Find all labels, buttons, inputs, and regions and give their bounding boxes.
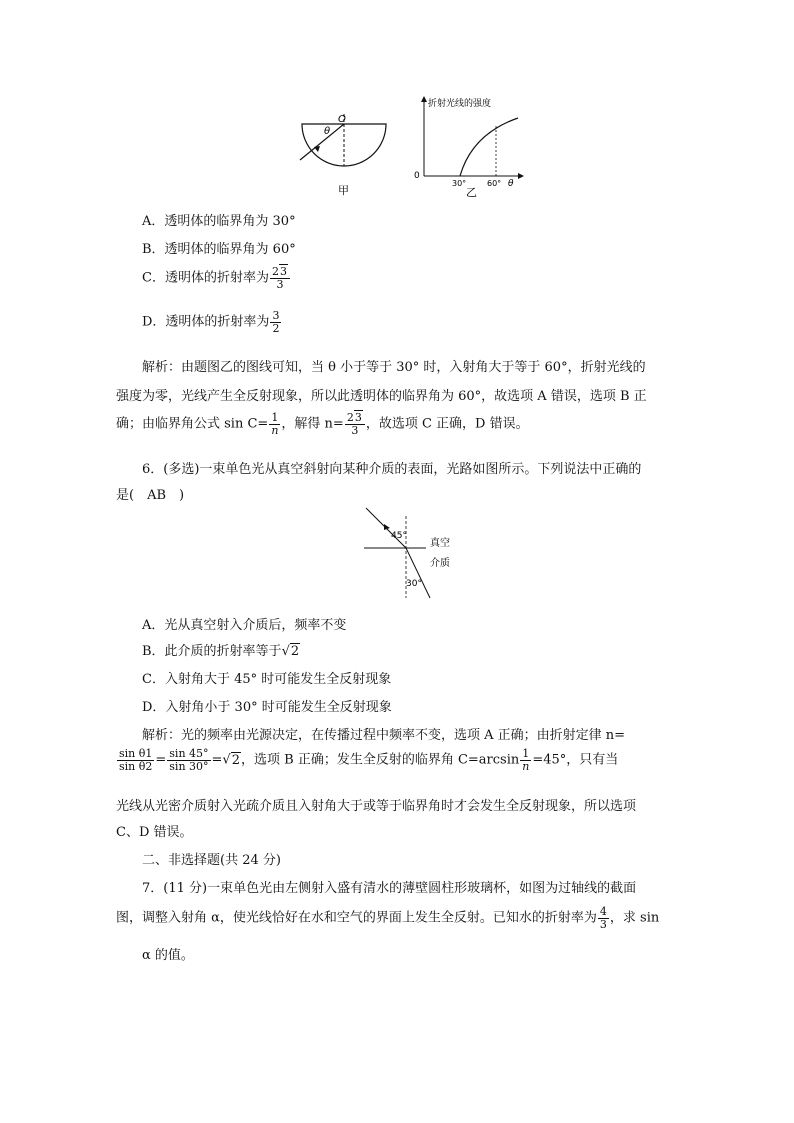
origin-label: 0 <box>414 171 420 181</box>
figure-semicircle <box>290 110 400 200</box>
figure-intensity-graph <box>410 94 530 200</box>
figure-refraction <box>360 506 460 600</box>
q6-option-b: B．此介质的折射率等于√2 <box>142 644 300 659</box>
question-7-line1: 7．(11 分)一束单色光由左侧射入盛有清水的薄壁圆柱形玻璃杯，如图为过轴线的截面 <box>142 881 637 896</box>
angle-45: 45° <box>391 531 407 541</box>
q6-option-a: A．光从真空射入介质后，频率不变 <box>142 618 347 633</box>
option-d-text: D．透明体的折射率为 <box>142 314 270 330</box>
angle-30: 30° <box>406 579 422 589</box>
analysis-6-line1: 解析：光的频率由光源决定，在传播过程中频率不变，选项 A 正确；由折射定律 n= <box>142 728 626 743</box>
q6-option-d: D．入射角小于 30° 时可能发生全反射现象 <box>142 700 392 715</box>
incident-ray <box>300 124 344 160</box>
option-a: A．透明体的临界角为 30° <box>142 214 296 229</box>
analysis-6-line3: 光线从光密介质射入光疏介质且入射角大于或等于临界角时才会发生全反射现象，所以选项 <box>116 799 637 814</box>
refracted-ray <box>406 548 430 598</box>
question-6-line1: 6．(多选)一束单色光从真空斜射向某种介质的表面，光路如图所示。下列说法中正确的 <box>142 462 642 477</box>
option-b: B．透明体的临界角为 60° <box>142 242 296 257</box>
section-2-title: 二、非选择题(共 24 分) <box>142 853 281 868</box>
label-medium: 介质 <box>430 558 450 569</box>
fraction: $\frac{23}{3}$ <box>270 266 290 290</box>
fraction: $\frac{3}{2}$ <box>272 309 280 335</box>
q6-option-c: C．入射角大于 45° 时可能发生全反射现象 <box>142 672 392 687</box>
o-label: O <box>338 114 346 125</box>
tick-60: 60° <box>487 179 502 188</box>
intensity-curve <box>460 118 518 176</box>
label-vacuum: 真空 <box>430 538 450 549</box>
question-7-line2: 图，调整入射角 α，使光线恰好在水和空气的界面上发生全反射。已知水的折射率为 $\frac{4}{3}$ ，求 sin <box>116 905 660 931</box>
label-jia: 甲 <box>338 184 349 197</box>
analysis-6-line2: $\frac{\text{sin θ1}}{\text{sin θ2}}$ = $\frac{\sin 45^\circ}{\sin 30^\circ}$ =√2，选项 B 正确；发生全反射的临界角 C=arcsin $\frac{1}{n}$ =45°，只有当 <box>119 747 619 773</box>
option-d <box>142 310 282 334</box>
question-6-line2: 是( AB ) <box>116 488 185 503</box>
label-yi: 乙 <box>466 186 477 199</box>
option-c-text: C．透明体的折射率为 <box>142 270 269 286</box>
question-7-line3: α 的值。 <box>142 948 194 963</box>
analysis-5-line2: 强度为零，光线产生全反射现象，所以此透明体的临界角为 60°，故选项 A 错误，选项 B 正 <box>116 389 647 404</box>
x-axis-label: θ <box>508 179 514 189</box>
y-axis-label: 折射光线的强度 <box>428 99 492 109</box>
analysis-5-line3: 确；由临界角公式 sin C= $\frac{1}{n}$ ，解得 n= $\frac{23}{3}$ ，故选项 C 正确，D 错误。 <box>116 411 529 437</box>
theta-label: θ <box>324 126 331 137</box>
option-c <box>142 266 291 290</box>
tick-30: 30° <box>452 179 467 188</box>
analysis-5-line1: 解析：由题图乙的图线可知，当 θ 小于等于 30° 时，入射角大于等于 60°，折射光线的 <box>142 360 646 375</box>
analysis-6-line4: C、D 错误。 <box>116 825 193 840</box>
